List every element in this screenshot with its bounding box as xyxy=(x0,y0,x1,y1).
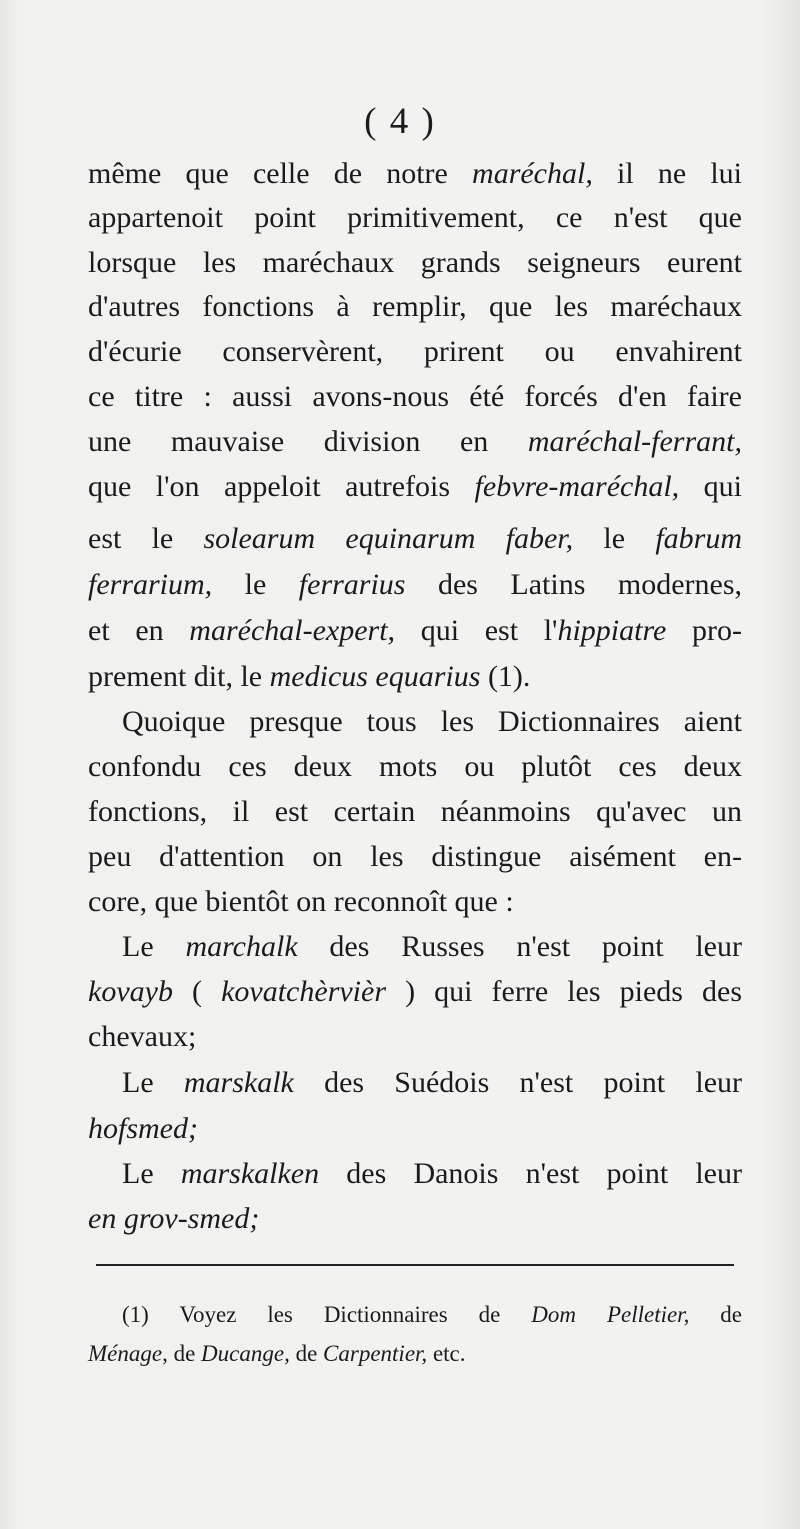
italic-term: febvre-maréchal, xyxy=(474,470,680,503)
text: qui xyxy=(679,470,742,503)
text-line xyxy=(88,465,742,509)
text: prement dit, le xyxy=(88,660,270,693)
text: Le xyxy=(122,1066,184,1099)
italic-term: Dom Pelletier, xyxy=(531,1302,690,1327)
text-line: peu d'attention on les distingue aisément en- xyxy=(88,840,742,873)
italic-term: Ménage xyxy=(88,1341,163,1366)
italic-term: marskalk xyxy=(183,1066,294,1099)
text: etc. xyxy=(427,1341,466,1366)
italic-term: ferrarius xyxy=(298,568,406,601)
text-line: lorsque les maréchaux grands seigneurs eurent xyxy=(88,246,742,279)
italic-term: kovatchèrvièr xyxy=(221,975,387,1008)
text-line xyxy=(88,1197,742,1241)
footnote-rule xyxy=(96,1264,734,1266)
italic-term: hippiatre xyxy=(557,614,667,647)
text: des Latins modernes, xyxy=(405,568,743,601)
text-line xyxy=(88,970,742,1014)
footnote-line xyxy=(122,1297,742,1333)
italic-term: marskalken xyxy=(180,1157,320,1190)
text: des Russes n'est point leur xyxy=(297,930,742,963)
text: le xyxy=(212,568,299,601)
text-line: d'écurie conservèrent, prirent ou envahirent xyxy=(88,335,742,368)
text-line xyxy=(88,655,742,699)
text: ( xyxy=(172,975,222,1008)
text: des Suédois n'est point leur xyxy=(293,1066,743,1099)
text: le xyxy=(573,522,656,555)
italic-term: maréchal-ferrant, xyxy=(527,425,742,458)
italic-term: hofsmed; xyxy=(88,1112,198,1145)
text-line xyxy=(88,563,742,607)
text-line xyxy=(88,420,742,464)
text: il ne lui xyxy=(592,157,742,190)
footnote-line xyxy=(88,1336,742,1372)
text: pro- xyxy=(666,614,743,647)
text: , de xyxy=(162,1341,202,1366)
text: de xyxy=(689,1302,742,1327)
text: de xyxy=(289,1341,324,1366)
italic-term: kovayb xyxy=(88,975,173,1008)
italic-term: maréchal, xyxy=(472,157,593,190)
italic-term: maréchal-expert, xyxy=(189,614,396,647)
text: Le xyxy=(122,1157,181,1190)
text: une mauvaise division en xyxy=(88,425,528,458)
text-line: d'autres fonctions à remplir, que les maréchaux xyxy=(88,290,742,323)
text: que l'on appeloit autrefois xyxy=(88,470,475,503)
italic-term: ferrarium, xyxy=(88,568,213,601)
text: Le xyxy=(122,930,186,963)
text-line xyxy=(122,925,742,969)
text-line: fonctions, il est certain néanmoins qu'avec un xyxy=(88,795,742,828)
italic-term: Carpentier, xyxy=(323,1341,428,1366)
text-line xyxy=(122,1061,742,1105)
text: et en xyxy=(88,614,190,647)
text-line: confondu ces deux mots ou plutôt ces deux xyxy=(88,750,742,783)
text: qui est l' xyxy=(395,614,558,647)
text-line xyxy=(88,152,742,196)
text: même que celle de notre xyxy=(88,157,473,190)
text: ) qui ferre les pieds des xyxy=(386,975,742,1008)
text: (1). xyxy=(480,660,531,693)
text: est le xyxy=(88,522,204,555)
italic-term: Ducange, xyxy=(201,1341,290,1366)
text-line xyxy=(122,1152,742,1196)
page-number: ( 4 ) xyxy=(364,101,436,142)
text-line xyxy=(88,1107,742,1151)
text-line: core, que bientôt on reconnoît que : xyxy=(88,885,514,918)
text-line xyxy=(88,517,742,561)
text: des Danois n'est point leur xyxy=(319,1157,742,1190)
italic-term: solearum equinarum faber, xyxy=(203,522,574,555)
italic-term: en grov-smed; xyxy=(88,1202,260,1235)
italic-term: marchalk xyxy=(185,930,298,963)
italic-term: fabrum xyxy=(655,522,742,555)
text-line: Quoique presque tous les Dictionnaires aient xyxy=(122,705,742,738)
text-line xyxy=(88,609,742,653)
text: (1) Voyez les Dictionnaires de xyxy=(122,1302,532,1327)
text-line: chevaux; xyxy=(88,1020,197,1053)
text-line: ce titre : aussi avons-nous été forcés d'en faire xyxy=(88,380,742,413)
text-line: appartenoit point primitivement, ce n'est que xyxy=(88,201,742,234)
italic-term: medicus equarius xyxy=(269,660,481,693)
